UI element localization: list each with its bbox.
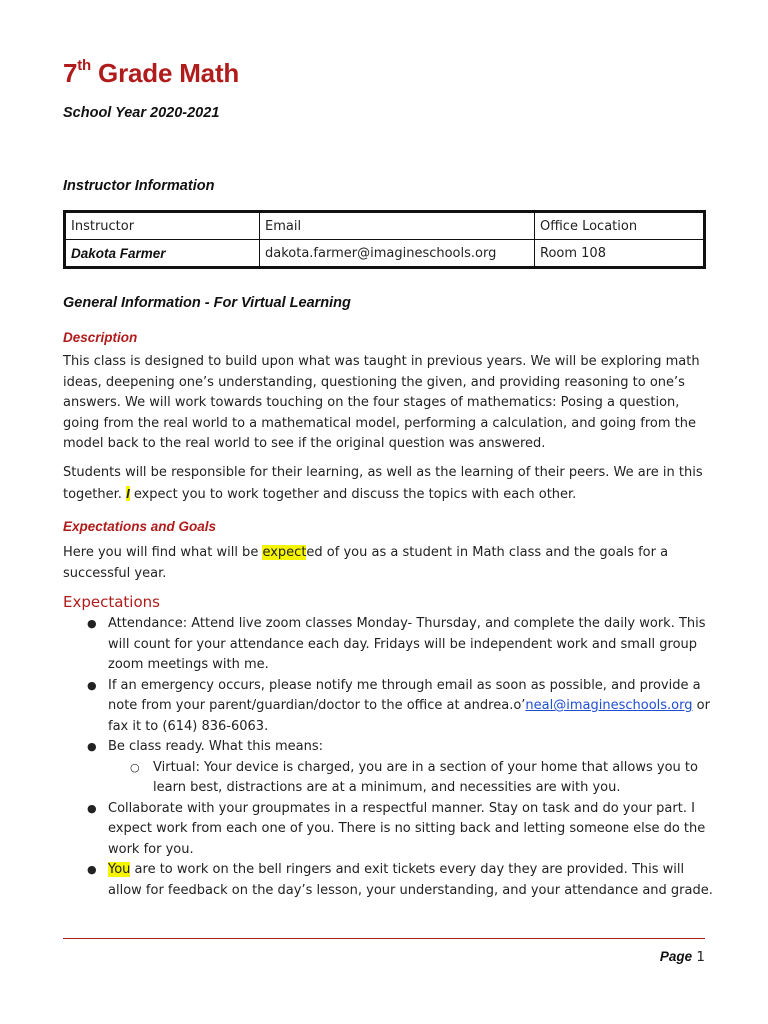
table-header-row [65,212,705,240]
sub-list [108,758,713,799]
highlighted-text: I [126,485,130,501]
bullet-icon: ● [87,678,97,692]
list-item-text: are to work on the bell ringers and exit tickets every day they are provided. This will allow for feedback on the day’s lesson, your understanding, and your attendance and grade. [108,862,713,898]
table-row [65,240,705,268]
description-paragraph-2 [63,463,713,505]
description-heading: Description [63,330,138,345]
paragraph-text: ed of you as a student in Math class and the goals for a successful year. [63,545,669,581]
title-text: Grade Math [91,58,240,88]
list-item [63,737,713,799]
sub-list-item [108,758,713,799]
list-item-text: Collaborate with your groupmates in a respectful manner. Stay on task and do your part. I expect work from each one of you. There is no sitting back and letting someone else do the work for you. [108,800,706,857]
bullet-icon: ● [87,617,97,630]
title-superscript: th [77,57,92,75]
footer-divider [63,938,705,939]
list-item-text: Attendance: Attend live zoom classes Monday- Thursday, and complete the daily work. This will count for your attendance each day. Fridays will be independent work and small group zoom meetings with me. [108,616,706,672]
list-item [63,860,713,901]
list-item-text: If an emergency occurs, please notify me through email as soon as possible, and provide a note from your parent/guardian/doctor to the office at andrea.o’ [108,677,701,713]
highlighted-text: You [108,862,131,877]
table-header-cell: Office Location [535,212,705,240]
paragraph-text: expect you to work together and discuss the topics with each other. [129,486,577,502]
goals-paragraph [63,543,713,584]
list-item-text: Be class ready. What this means: [108,739,323,754]
instructor-table [63,210,706,269]
title-number: 7 [63,58,78,88]
list-item-text: or fax it to (614) 836-6063. [108,698,710,734]
page-label: Page [659,949,693,964]
bullet-icon: ● [87,740,97,753]
list-item [63,614,713,676]
paragraph-text: Here you will find what will be [63,545,263,560]
office-location: Room 108 [535,240,705,268]
circle-bullet-icon: ○ [130,760,140,774]
expectations-heading: Expectations [63,593,160,611]
page-number: 1 [696,949,705,965]
sub-list-item-text: Virtual: Your device is charged, you are in a section of your home that allows you to learn best, distractions are at a minimum, and necessities are with you. [153,759,698,795]
page-title [63,58,239,89]
general-info-heading: General Information - For Virtual Learning [63,295,351,311]
table-header-cell: Email [260,212,535,240]
description-paragraph-1: This class is designed to build upon what was taught in previous years. We will be exploring math ideas, deepening one’s understanding, questioning the given, and providing reasoning to one’s answers. We will work towards touching on the four stages of mathematics: Posing a question, going from the real world to a mathematical model, performing a calculation, and going from the model back to the real world to see if the original question was answered. [63,354,700,451]
bullet-icon: ● [87,863,97,876]
page-footer [660,949,705,965]
highlighted-text: expect [262,545,307,560]
email-link[interactable]: neal@imagineschools.org [525,698,693,713]
list-item [63,799,713,861]
list-item [63,676,713,738]
instructor-heading: Instructor Information [63,178,215,194]
paragraph-text: Students will be responsible for their learning, as well as the learning of their peers. We are in this together. [63,465,703,502]
instructor-name: Dakota Farmer [65,240,260,268]
instructor-email: dakota.farmer@imagineschools.org [260,240,535,268]
bullet-icon: ● [87,801,97,815]
school-year: School Year 2020-2021 [63,105,220,121]
expectations-list [63,614,713,901]
table-header-cell: Instructor [65,212,260,240]
goals-heading: Expectations and Goals [63,519,217,534]
